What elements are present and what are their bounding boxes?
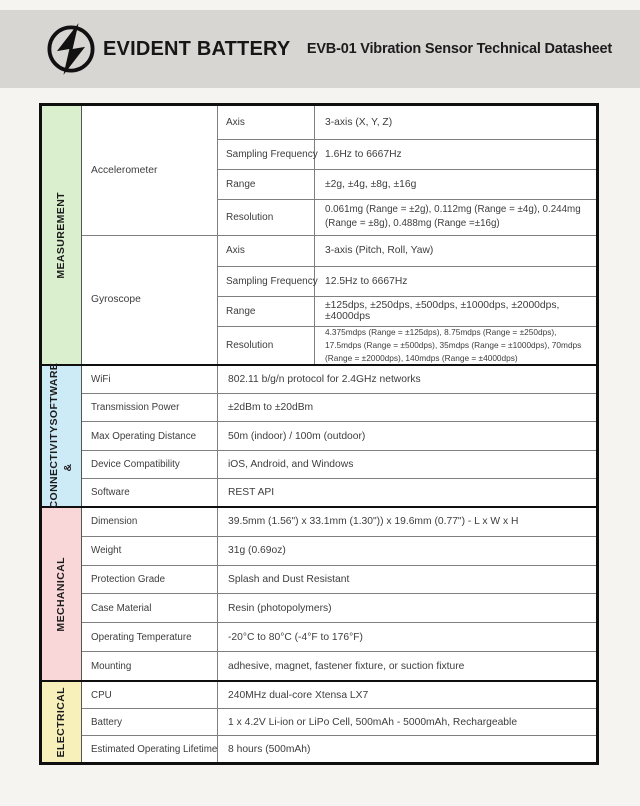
spec-value: ±2g, ±4g, ±8g, ±16g xyxy=(325,179,417,190)
spec-property: Resolution xyxy=(218,200,315,235)
measurement-body xyxy=(82,106,596,364)
category-cell-mechanical xyxy=(42,508,82,680)
spec-value: 39.5mm (1.56") x 33.1mm (1.30")) x 19.6mm (0.77") - L x W x H xyxy=(228,516,519,528)
spec-value: 8 hours (500mAh) xyxy=(228,743,311,755)
table-row xyxy=(82,450,596,478)
section-electrical xyxy=(42,682,596,762)
spec-value: ±125dps, ±250dps, ±500dps, ±1000dps, ±2000dps, ±4000dps xyxy=(325,300,560,322)
spec-property: Battery xyxy=(82,709,218,735)
table-row xyxy=(82,708,596,735)
group-rows xyxy=(218,106,596,235)
spec-property: WiFi xyxy=(82,366,218,393)
datasheet-title: EVB-01 Vibration Sensor Technical Datasheet xyxy=(306,41,612,57)
category-label-measurement xyxy=(54,192,68,279)
table-row xyxy=(82,366,596,393)
spec-property: Max Operating Distance xyxy=(82,422,218,449)
table-row xyxy=(82,651,596,680)
spec-value: 1.6Hz to 6667Hz xyxy=(325,149,402,160)
spec-property: Range xyxy=(218,297,315,326)
table-row xyxy=(82,593,596,622)
spec-property: Sampling Frequency xyxy=(218,140,315,169)
table-row xyxy=(218,326,596,365)
spec-value: 3-axis (X, Y, Z) xyxy=(325,117,393,128)
category-label-mechanical xyxy=(54,557,68,632)
group-gyroscope xyxy=(82,235,596,365)
table-row xyxy=(82,508,596,536)
category-label-line: MECHANICAL xyxy=(55,556,68,632)
header-band xyxy=(0,10,640,88)
spec-table xyxy=(39,103,599,765)
table-row xyxy=(82,735,596,762)
spec-value: 3-axis (Pitch, Roll, Yaw) xyxy=(325,245,434,256)
spec-value: 31g (0.69oz) xyxy=(228,545,286,557)
section-mechanical xyxy=(42,508,596,682)
category-cell-measurement xyxy=(42,106,82,364)
spec-property: Mounting xyxy=(82,652,218,680)
spec-value: iOS, Android, and Windows xyxy=(228,458,354,470)
electrical-body xyxy=(82,682,596,762)
spec-value: 12.5Hz to 6667Hz xyxy=(325,275,408,287)
spec-property: Resolution xyxy=(218,327,315,365)
spec-value: 240MHz dual-core Xtensa LX7 xyxy=(228,689,369,701)
category-label-line: MEASUREMENT xyxy=(55,191,68,279)
table-row xyxy=(218,169,596,199)
table-row xyxy=(218,139,596,169)
mechanical-body xyxy=(82,508,596,680)
lightning-bolt-circle-icon xyxy=(44,22,98,76)
spec-value: Resin (photopolymers) xyxy=(228,602,332,614)
table-row xyxy=(218,199,596,235)
table-row xyxy=(82,421,596,449)
table-row xyxy=(218,266,596,296)
table-row xyxy=(82,682,596,708)
spec-property: Weight xyxy=(82,537,218,565)
spec-property: CPU xyxy=(82,682,218,708)
spec-value: REST API xyxy=(228,486,275,498)
spec-value: 50m (indoor) / 100m (outdoor) xyxy=(228,430,366,442)
spec-value: 802.11 b/g/n protocol for 2.4GHz networks xyxy=(228,374,421,386)
group-label: Accelerometer xyxy=(82,106,218,235)
table-row xyxy=(82,536,596,565)
section-measurement xyxy=(42,106,596,366)
category-cell-connectivity xyxy=(42,363,82,509)
spec-property: Software xyxy=(82,479,218,506)
spec-property: Case Material xyxy=(82,594,218,622)
category-label-electrical xyxy=(54,687,68,758)
connectivity-body xyxy=(82,366,596,506)
section-connectivity-software xyxy=(42,363,596,509)
category-label-line: SOFTWARE xyxy=(48,363,61,426)
spec-value: Splash and Dust Resistant xyxy=(228,574,350,586)
spec-value: ±2dBm to ±20dBm xyxy=(228,402,314,414)
table-row xyxy=(82,622,596,651)
spec-property: Dimension xyxy=(82,508,218,536)
spec-property: Operating Temperature xyxy=(82,623,218,651)
spec-property: Estimated Operating Lifetime xyxy=(82,736,218,762)
spec-property: Device Compatibility xyxy=(82,451,218,478)
category-label-connectivity xyxy=(47,363,75,508)
table-row xyxy=(82,478,596,506)
spec-property: Axis xyxy=(218,236,315,266)
spec-property: Protection Grade xyxy=(82,566,218,594)
group-rows xyxy=(218,236,596,365)
spec-property: Range xyxy=(218,170,315,199)
spec-value: 0.061mg (Range = ±2g), 0.112mg (Range = ±4g), 0.244mg (Range = ±8g), 0.488mg (Range =±16g) xyxy=(325,204,581,230)
spec-property: Axis xyxy=(218,106,315,139)
table-row xyxy=(82,393,596,421)
category-label-line: CONNECTIVITY & xyxy=(48,425,75,509)
spec-value: 1 x 4.2V Li-ion or LiPo Cell, 500mAh - 5000mAh, Rechargeable xyxy=(228,716,518,728)
spec-property: Transmission Power xyxy=(82,394,218,421)
spec-value: 4.375mdps (Range = ±125dps), 8.75mdps (Range = ±250dps), 17.5mdps (Range = ±500dps), 35mdps (Range = ±1000dps), 70mdps (Range = ±2000dps), 140mdps (Range = ±4000dps) xyxy=(325,326,582,363)
category-cell-electrical xyxy=(42,682,82,762)
spec-property: Sampling Frequency xyxy=(218,267,315,296)
group-accelerometer xyxy=(82,106,596,235)
spec-value: -20°C to 80°C (-4°F to 176°F) xyxy=(228,631,363,643)
table-row xyxy=(82,565,596,594)
brand-name: EVIDENT BATTERY xyxy=(103,37,291,60)
spec-value: adhesive, magnet, fastener fixture, or suction fixture xyxy=(228,660,465,672)
table-row xyxy=(218,106,596,139)
group-label: Gyroscope xyxy=(82,236,218,365)
table-row xyxy=(218,236,596,266)
category-label-line: ELECTRICAL xyxy=(55,686,68,758)
table-row xyxy=(218,296,596,326)
